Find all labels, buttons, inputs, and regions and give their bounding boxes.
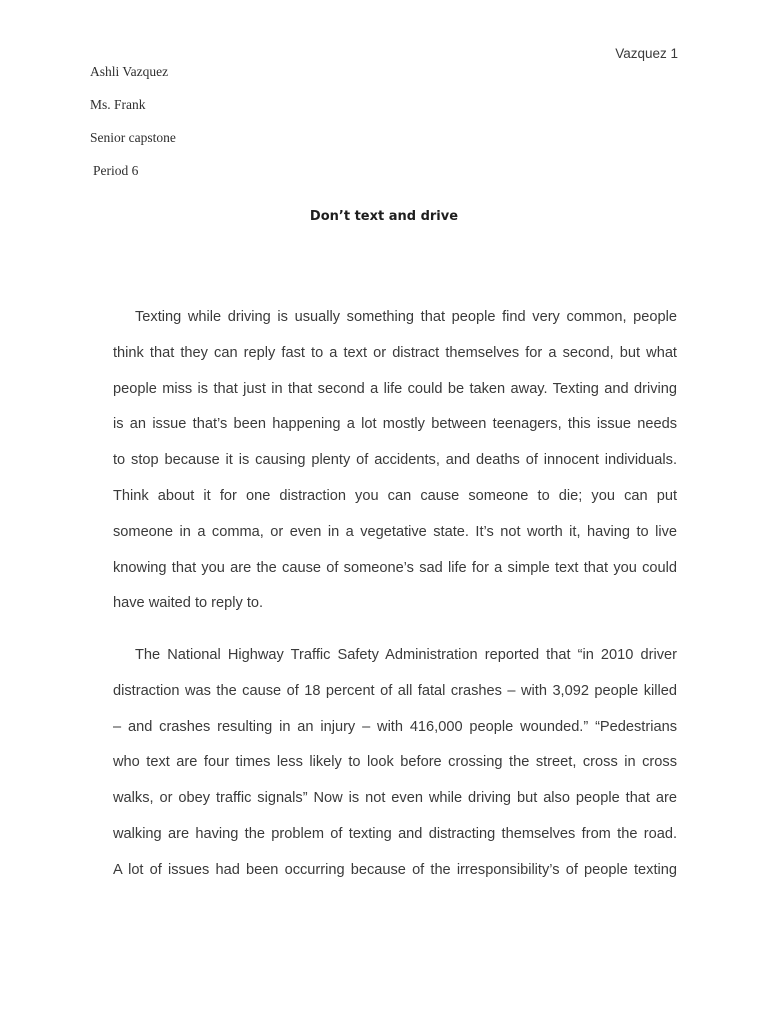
paragraph-line: – and crashes resulting in an injury – with 416,000 people wounded.” “Pedestrians	[113, 718, 677, 735]
paragraph-line: people miss is that just in that second a life could be taken away. Texting and driving	[113, 380, 677, 397]
paragraph-line: someone in a comma, or even in a vegetative state. It’s not worth it, having to live	[113, 523, 677, 540]
mla-heading	[90, 62, 176, 194]
paragraph-line: A lot of issues had been occurring because of the irresponsibility’s of people texting	[113, 861, 677, 878]
paragraph-line: Think about it for one distraction you can cause someone to die; you can put	[113, 487, 677, 504]
running-head: Vazquez 1	[615, 46, 678, 61]
paragraph-line: think that they can reply fast to a text or distract themselves for a second, but what	[113, 344, 677, 361]
student-name: Ashli Vazquez	[90, 64, 169, 79]
paragraph-line: walks, or obey traffic signals” Now is not even while driving but also people that are	[113, 790, 677, 807]
paragraph-line: Texting while driving is usually something that people find very common, people	[135, 309, 677, 325]
paragraph-line: have waited to reply to.	[113, 595, 264, 612]
paragraph-line: The National Highway Traffic Safety Administration reported that “in 2010 driver	[135, 647, 677, 663]
paragraph-line: walking are having the problem of texting and distracting themselves from the road.	[113, 825, 677, 842]
teacher-name: Ms. Frank	[90, 97, 146, 112]
paragraph-line: who text are four times less likely to look before crossing the street, cross in cross	[113, 754, 677, 771]
essay-title: Don’t text and drive	[309, 209, 459, 224]
paragraph-2	[113, 638, 677, 889]
paragraph-1	[113, 300, 677, 622]
class-period: Period 6	[93, 163, 139, 178]
paragraph-line: is an issue that’s been happening a lot mostly between teenagers, this issue needs	[113, 416, 677, 433]
paragraph-line: knowing that you are the cause of someone’s sad life for a simple text that you could	[113, 559, 677, 576]
paragraph-line: distraction was the cause of 18 percent of all fatal crashes – with 3,092 people killed	[113, 682, 677, 699]
course-name: Senior capstone	[90, 130, 176, 145]
paragraph-line: to stop because it is causing plenty of accidents, and deaths of innocent individuals.	[113, 452, 677, 469]
